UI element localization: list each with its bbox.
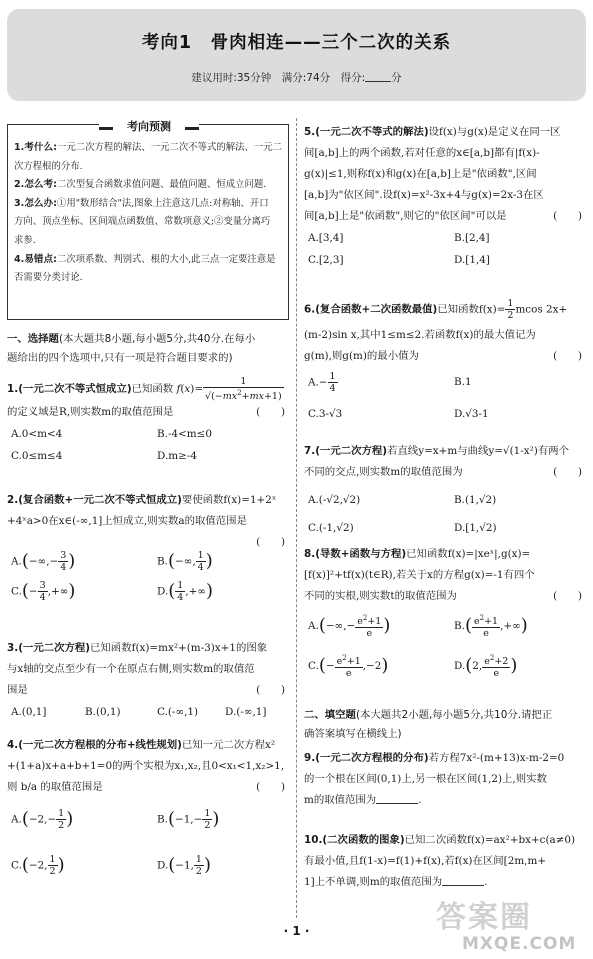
preview-line — [14, 158, 282, 177]
question-1: 1.(一元二次不等式恒成立)已知函数 f(x)= $\frac{1}{√(-mx^2+mx+1)}$ 的定义域是R,则实数m的取值范围是 ( ) A.0<m<4 B.-4<m≤0 C.0≤m≤4 D.m≥-4 — [7, 376, 289, 467]
option-c[interactable]: C.(-∞,1) — [157, 706, 199, 718]
answer-paren[interactable]: ( ) — [553, 590, 582, 602]
option-a[interactable]: A.(−2,− $\frac{1}{2}$ ) — [11, 808, 74, 831]
preview-line — [14, 195, 282, 214]
answer-blank[interactable] — [442, 876, 484, 886]
question-8: 8.(导数+函数与方程)已知函数f(x)=|xeˣ|,g(x)= [f(x)]²+tf(x)(t∈R),若关于x的方程g(x)=-1有四个 不同的实根,则实数t的取值范围为 ( ) A.(−∞,− $\frac{e^2+1}{e}$ ) B.( $\frac{e^2+1}{e}$ ,+∞) C.(− $\frac{e^2+1}{e}$ ,−2) D.(2, $\frac{e^2+2}{e}$ ) — [304, 548, 582, 679]
option-a[interactable]: A.[3,4] — [308, 232, 344, 244]
option-c[interactable]: C.(− $\frac{e^2+1}{e}$ ,−2) — [308, 654, 389, 679]
watermark-logo: 答案圈 MXQE.COM — [436, 900, 577, 954]
option-d[interactable]: D.m≥-4 — [157, 450, 197, 462]
option-c[interactable]: C.(-1,√2) — [308, 522, 354, 534]
question-4: 4.(一元二次方程根的分布+线性规划)已知一元二次方程x² +(1+a)x+a+b+1=0的两个实根为x₁,x₂,且0<x₁<1,x₂>1, 则 b/a 的取值范围是 ( ) A.(−2,− $\frac{1}{2}$ ) B.(−1,− $\frac{1}{2}$ ) C.(−2, $\frac{1}{2}$ ) D.(−1, $\frac{1}{2}$ ) — [7, 739, 285, 877]
option-a[interactable]: A.(−∞,− $\frac{e^2+1}{e}$ ) — [308, 614, 391, 639]
option-d[interactable]: D.√3-1 — [454, 408, 489, 420]
option-b[interactable]: B.(0,1) — [85, 706, 121, 718]
preview-line — [14, 232, 282, 251]
option-d[interactable]: D.(2, $\frac{e^2+2}{e}$ ) — [454, 654, 518, 679]
page-number: · 1 · — [283, 924, 310, 938]
preview-text: ①用"数形结合"法,图象上注意这几点:对称轴、开口 — [56, 197, 269, 209]
answer-paren[interactable]: ( ) — [256, 406, 285, 418]
preview-line — [14, 139, 282, 158]
page-title: 考向1 骨肉相连——三个二次的关系 — [141, 33, 452, 53]
option-d[interactable]: D.( $\frac{1}{4}$ ,+∞) — [157, 580, 214, 603]
exam-preview-box — [7, 120, 289, 320]
option-a[interactable]: A.(-√2,√2) — [308, 494, 361, 506]
option-d[interactable]: D.(−1, $\frac{1}{2}$ ) — [157, 854, 211, 877]
question-3: 3.(一元二次方程)已知函数f(x)=mx²+(m-3)x+1的图象 与x轴的交点至少有一个在原点右侧,则实数m的取值范 围是 ( ) A.(0,1] B.(0,1) C.(-∞,1) D.(-∞,1] — [7, 638, 289, 723]
preview-line — [14, 176, 282, 195]
answer-paren[interactable]: ( ) — [553, 210, 582, 222]
question-6: 6.(复合函数+二次函数最值)已知函数f(x)= $\frac{1}{2}$ mcos 2x+ (m-2)sin x,其中1≤m≤2.若函数f(x)的最大值记为 g(m),则g(m)的最小值为 ( ) A.− $\frac{1}{4}$ B.1 C.3-√3 D.√3-1 — [304, 298, 586, 425]
preview-key: 4.易错点: — [14, 253, 57, 265]
preview-key: 1.考什么: — [14, 142, 57, 153]
preview-line — [14, 213, 282, 232]
answer-paren[interactable]: ( ) — [553, 350, 582, 362]
score-blank[interactable] — [365, 72, 391, 82]
preview-text: 方向、顶点坐标、区间端点函数值、常数项意义;②变量分离巧 — [14, 216, 271, 228]
section-choice-header: 一、选择题(本大题共8小题,每小题5分,共40分.在每小 题给出的四个选项中,只有一项是符合题目要求的) — [7, 333, 256, 364]
question-2: 2.(复合函数+一元二次不等式恒成立)要使函数f(x)=1+2ˣ +4ˣa>0在x∈(-∞,1]上恒成立,则实数a的取值范围是 ( ) A.(−∞,− $\frac{3}{4}$ ) B.(−∞, $\frac{1}{4}$ ) C.(− $\frac{3}{4}$ ,+∞) D.( $\frac{1}{4}$ ,+∞) — [7, 494, 285, 603]
option-d[interactable]: D.[1,4] — [454, 254, 490, 266]
question-5: 5.(一元二次不等式的解法)设f(x)与g(x)是定义在同一区 间[a,b]上的两个函数,若对任意的x∈[a,b]都有|f(x)- g(x)|≤1,则称f(x)和g(x)在[a,b]上是"依函数",区间 [a,b]为"依区间".设f(x)=x²-3x+4与g(x)=2x-3在区 间[a,b]上是"依函数",则它的"依区间"可以是 ( ) A.[3,4] B.[2,4] C.[2,3] D.[1,4] — [304, 122, 586, 271]
preview-line — [14, 251, 282, 270]
option-c[interactable]: C.(−2, $\frac{1}{2}$ ) — [11, 854, 65, 877]
option-b[interactable]: B.( $\frac{e^2+1}{e}$ ,+∞) — [454, 614, 528, 639]
option-b[interactable]: B.(1,√2) — [454, 494, 497, 506]
preview-key: 3.怎么办: — [14, 197, 57, 209]
option-a[interactable]: A.(0,1] — [11, 706, 47, 718]
option-c[interactable]: C.[2,3] — [308, 254, 344, 266]
preview-text: 否需要分类讨论. — [14, 272, 83, 284]
option-c[interactable]: C.(− $\frac{3}{4}$ ,+∞) — [11, 580, 76, 603]
option-b[interactable]: B.(−1,− $\frac{1}{2}$ ) — [157, 808, 220, 831]
preview-line — [14, 269, 282, 288]
option-a[interactable]: A.0<m<4 — [11, 428, 63, 440]
answer-paren[interactable]: ( ) — [256, 781, 285, 793]
title-banner — [7, 9, 586, 101]
question-9: 9.(一元二次方程根的分布)若方程7x²-(m+13)x-m-2=0 的一个根在区间(0,1)上,另一根在区间(1,2)上,则实数 m的取值范围为 . — [304, 752, 565, 806]
option-d[interactable]: D.(-∞,1] — [225, 706, 267, 718]
preview-text: 次方程根的分布. — [14, 160, 83, 172]
time-score-info: 建议用时:35分钟 满分:74分 得分: 分 — [191, 72, 402, 84]
section-fill-header: 二、填空题(本大题共2小题,每小题5分,共10分.请把正 确答案填写在横线上) — [304, 709, 553, 740]
option-d[interactable]: D.[1,√2) — [454, 522, 497, 534]
preview-text: 二次型复合函数求值问题、最值问题、恒成立问题. — [56, 179, 267, 191]
option-a[interactable]: A.− $\frac{1}{4}$ — [308, 371, 336, 394]
answer-paren[interactable]: ( ) — [553, 466, 582, 478]
answer-paren[interactable]: ( ) — [256, 536, 285, 548]
question-7: 7.(一元二次方程)若直线y=x+m与曲线y=√(1-x²)有两个 不同的交点,则实数m的取值范围为 ( ) A.(-√2,√2) B.(1,√2) C.(-1,√2) D.[1,√2) — [304, 441, 586, 539]
option-c[interactable]: C.3-√3 — [308, 408, 343, 420]
answer-blank[interactable] — [376, 794, 418, 804]
preview-title: 考向预测 — [99, 119, 199, 135]
option-c[interactable]: C.0≤m≤4 — [11, 450, 63, 462]
answer-paren[interactable]: ( ) — [256, 684, 285, 696]
preview-key: 2.怎么考: — [14, 179, 57, 191]
preview-text: 求参. — [14, 234, 36, 246]
option-b[interactable]: B.1 — [454, 376, 472, 388]
option-a[interactable]: A.(−∞,− $\frac{3}{4}$ ) — [11, 550, 76, 573]
question-10: 10.(二次函数的图象)已知二次函数f(x)=ax²+bx+c(a≠0) 有最小值,且f(1-x)=f(1)+f(x),若f(x)在区间[2m,m+ 1]上不单调,则m的取值范围为 . — [304, 834, 576, 888]
option-b[interactable]: B.[2,4] — [454, 232, 490, 244]
preview-list — [14, 139, 282, 288]
column-divider — [296, 118, 297, 918]
preview-text: 一元二次方程的解法、一元二次不等式的解法、一元二 — [56, 142, 282, 153]
preview-text: 二次项系数、判别式、根的大小,此三点一定要注意是 — [56, 253, 276, 265]
option-b[interactable]: B.-4<m≤0 — [157, 428, 212, 440]
option-b[interactable]: B.(−∞, $\frac{1}{4}$ ) — [157, 550, 213, 573]
